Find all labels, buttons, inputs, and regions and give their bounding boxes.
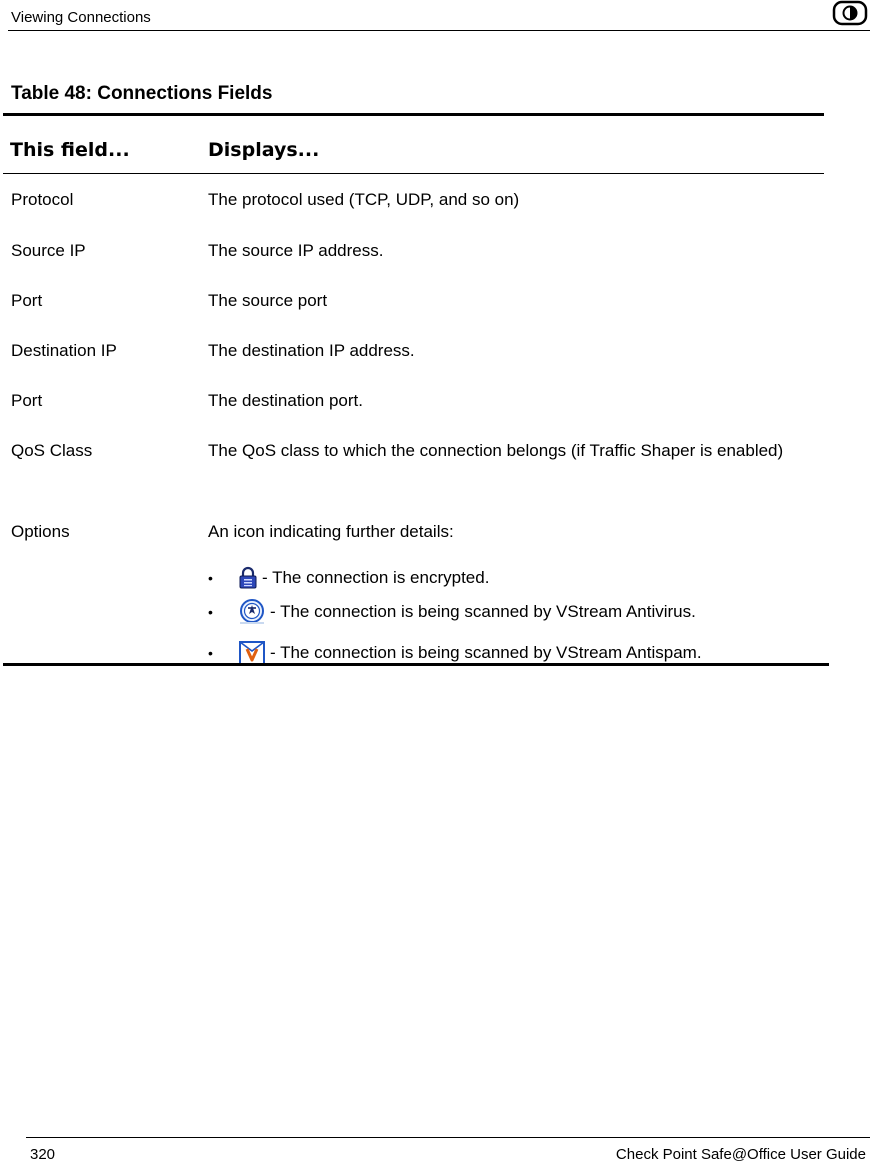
- bullet: •: [208, 645, 213, 661]
- table-row-desc: The destination port.: [208, 391, 363, 410]
- bullet-text: - The connection is being scanned by VStream Antispam.: [270, 643, 702, 662]
- footer-doc-title: Check Point Safe@Office User Guide: [615, 1146, 866, 1163]
- list-item: [208, 597, 696, 627]
- lock-icon: [238, 566, 258, 590]
- header-rule: [8, 30, 870, 31]
- table-row-field: Port: [11, 291, 43, 310]
- bullet: •: [208, 604, 213, 620]
- header-title: Viewing Connections: [11, 9, 151, 26]
- page-number: 320: [30, 1146, 56, 1163]
- column-header-field: This field...: [10, 139, 130, 161]
- bullet-text: - The connection is encrypted.: [262, 568, 490, 587]
- antivirus-icon: [238, 599, 266, 625]
- check-point-logo-icon: [832, 0, 868, 26]
- table-header-rule: [3, 173, 824, 174]
- bullet: •: [208, 570, 213, 586]
- table-bottom-rule: [3, 663, 829, 666]
- footer-rule: [26, 1137, 870, 1138]
- list-item: [208, 563, 489, 593]
- table-top-rule: [3, 113, 824, 116]
- column-header-displays: Displays...: [208, 139, 320, 161]
- table-row-desc: An icon indicating further details:: [208, 522, 454, 541]
- table-row-desc: The destination IP address.: [208, 341, 415, 360]
- table-row-desc: The QoS class to which the connection belongs (if Traffic Shaper is enabled): [208, 441, 784, 460]
- bullet-text: - The connection is being scanned by VStream Antivirus.: [270, 602, 696, 621]
- table-row-field: Port: [11, 391, 43, 410]
- table-row-field: Destination IP: [11, 341, 117, 360]
- table-row-field: Options: [11, 522, 70, 541]
- table-row-desc: The protocol used (TCP, UDP, and so on): [208, 190, 520, 209]
- table-row-field: Protocol: [11, 190, 74, 209]
- table-row-field: Source IP: [11, 241, 86, 260]
- table-caption: Table 48: Connections Fields: [11, 83, 273, 104]
- table-row-desc: The source port: [208, 291, 328, 310]
- table-row-desc: The source IP address.: [208, 241, 384, 260]
- table-row-field: QoS Class: [11, 441, 93, 460]
